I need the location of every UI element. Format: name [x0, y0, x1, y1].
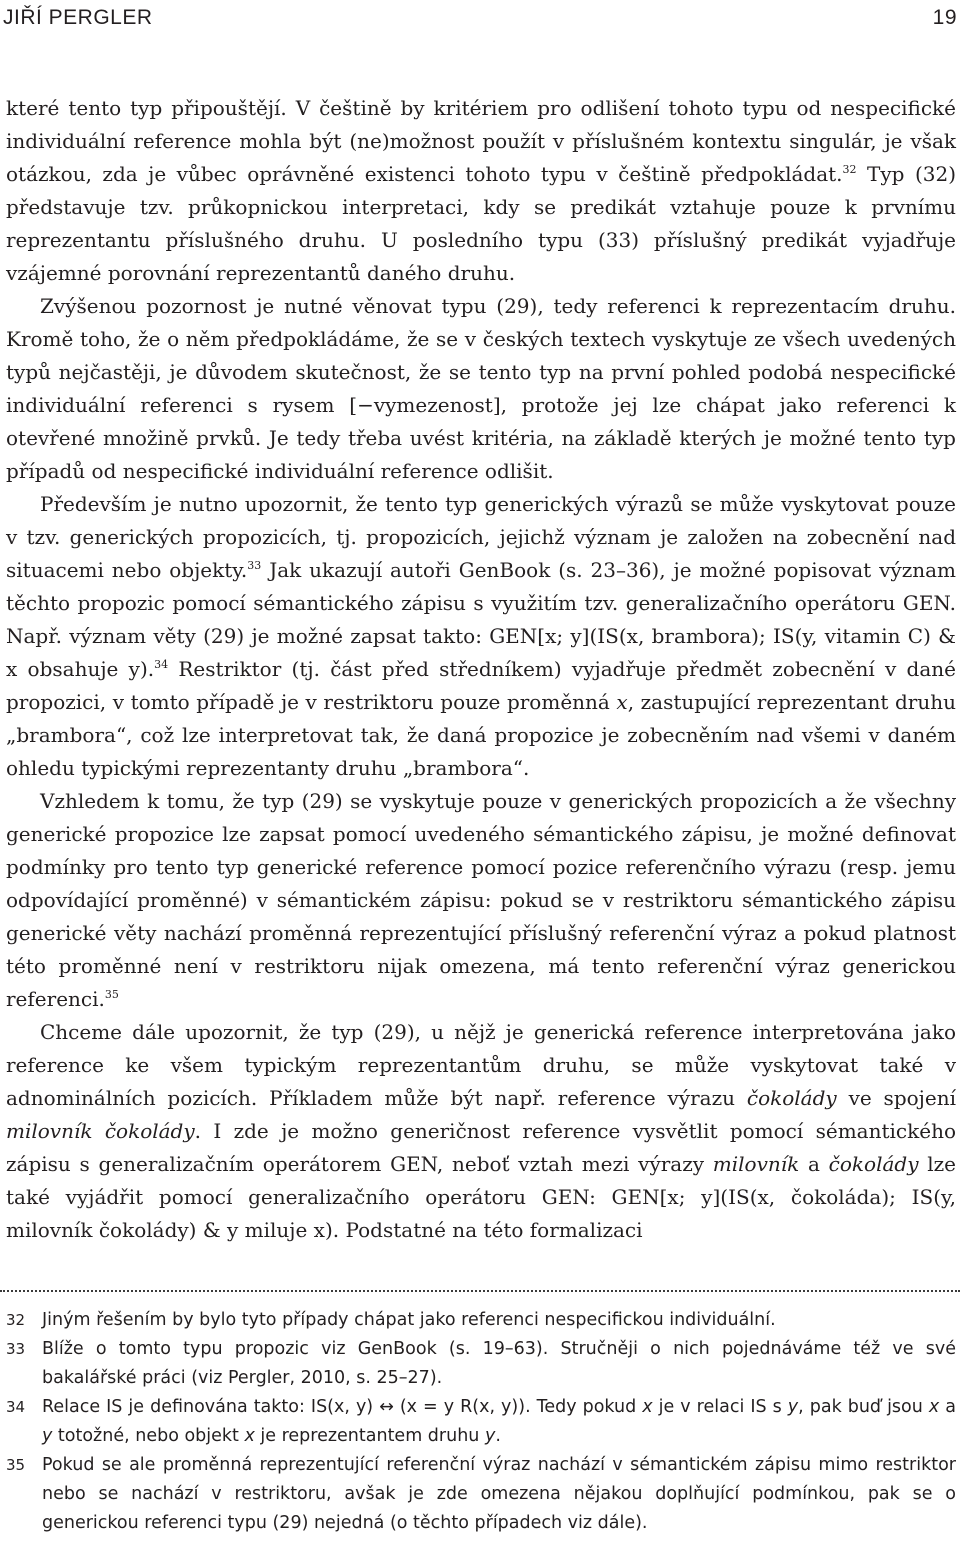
footnote-ref[interactable]: 32 — [842, 163, 857, 176]
body-text — [6, 92, 956, 1247]
text-run: Vzhledem k tomu, že typ (29) se vyskytuje pouze v generických propozicích a že všechny generické propozice lze zapsat pomocí uvedeného sémantického zápisu, je možné definovat podmínky pro tento typ generické reference pomocí pozice referenčního výrazu (resp. jemu odpovídající proměnné) v sémantickém zápisu: pokud se v restriktoru sémantického zápisu generické věty nachází proměnná reprezentující příslušný referenční výraz a pokud platnost této proměnné není v restriktoru nijak omezena, má tento referenční výraz generickou referenci. — [6, 789, 956, 1011]
paragraph — [6, 290, 956, 488]
footnote-ref[interactable]: 34 — [154, 658, 169, 671]
italic-term: milovník — [712, 1152, 800, 1176]
text-run: a — [939, 1397, 956, 1417]
footnote — [6, 1335, 956, 1393]
variable: x — [244, 1426, 255, 1446]
variable: x — [642, 1397, 653, 1417]
footnote-number: 32 — [6, 1311, 26, 1329]
text-run: které tento typ připouštějí. V češtině by kritériem pro odlišení tohoto typu od nespecifické individuální reference mohla být (ne)možnost použít v příslušném kontextu singulár, je však otázkou, zda je vůbec oprávněné existenci tohoto typu v češtině předpokládat. — [6, 96, 956, 186]
text-run: , zastupující reprezentant druhu „brambora“, což lze interpretovat tak, že daná propozice je zobecněním nad všemi v daném ohledu typickými reprezentanty druhu „brambora“. — [6, 690, 957, 780]
italic-term: čokolády — [746, 1086, 837, 1110]
variable: y — [484, 1426, 496, 1446]
footnote-number: 33 — [6, 1340, 26, 1358]
variable: x — [616, 690, 628, 714]
paragraph — [6, 488, 956, 785]
paragraph — [6, 1016, 956, 1247]
text-run: . — [495, 1426, 501, 1446]
text-run: totožné, nebo objekt — [52, 1426, 245, 1446]
footnote-number: 35 — [6, 1456, 26, 1474]
footnote-text: Pokud se ale proměnná reprezentující referenční výraz nachází v sémantickém zápisu mimo restriktor nebo se nachází v restriktoru, avšak je zde omezena nějakou doplňující podmínkou, pak se o generickou referenci typu (29) nejedná (o těchto případech viz dále). — [42, 1455, 956, 1533]
footnote — [6, 1451, 956, 1538]
footnote-ref[interactable]: 33 — [247, 559, 262, 572]
variable: x — [928, 1397, 940, 1417]
running-head-author: JIŘÍ PERGLER — [3, 6, 153, 29]
footnote-text: Jiným řešením by bylo tyto případy chápat jako referenci nespecifickou individuální. — [42, 1310, 776, 1330]
text-run: Jak ukazují autoři GenBook (s. 23–36), je možné popisovat význam těchto propozic pomocí sémantického zápisu s využitím tzv. generalizačního operátoru GEN. Např. význam věty (29) je možné zapsat takto: GEN[x; y](IS(x, brambora); IS(y, vitamin C) & x obsahuje y). — [6, 558, 956, 681]
text-run: . I zde je možno generičnost reference vysvětlit pomocí sémantického zápisu s generalizačním operátorem GEN, neboť vztah mezi výrazy — [6, 1119, 956, 1176]
text-run: Typ (32) představuje tzv. průkopnickou interpretaci, kdy se predikát vztahuje pouze k prvnímu reprezentantu příslušného druhu. U posledního typu (33) příslušný predikát vyjadřuje vzájemné porovnání reprezentantů daného druhu. — [6, 162, 956, 285]
page-number: 19 — [932, 6, 957, 29]
text-run: ve spojení — [836, 1086, 956, 1110]
footnote-text: Blíže o tomto typu propozic viz GenBook (s. 19–63). Stručněji o nich pojednáváme též ve své bakalářské práci (viz Pergler, 2010, s. 25–27). — [42, 1339, 956, 1388]
footnote — [6, 1306, 956, 1335]
variable: y — [42, 1426, 53, 1446]
text-run: je reprezentantem druhu — [254, 1426, 485, 1446]
footnote-text — [42, 1393, 956, 1451]
paragraph — [6, 92, 956, 290]
footnote — [6, 1393, 956, 1451]
text-run: Chceme dále upozornit, že typ (29), u nějž je generická reference interpretována jako reference ke všem typickým reprezentantům druhu, se může vyskytovat také v adnominálních pozicích. Příkladem může být např. reference výrazu — [6, 1020, 956, 1110]
footnote-ref[interactable]: 35 — [104, 988, 119, 1001]
footnote-separator — [0, 1290, 960, 1292]
text-run: Restriktor (tj. část před středníkem) vyjadřuje předmět zobecnění v dané propozici, v tomto případě je v restriktoru pouze proměnná — [6, 657, 956, 714]
text-run: a — [799, 1152, 829, 1176]
footnote-number: 34 — [6, 1398, 26, 1416]
running-head — [3, 4, 957, 32]
footnotes — [6, 1306, 956, 1538]
text-run: Relace IS je definována takto: IS(x, y) ↔ (x = y R(x, y)). Tedy pokud — [42, 1397, 643, 1417]
text-run: Především je nutno upozornit, že tento typ generických výrazů se může vyskytovat pouze v tzv. generických propozicích, tj. propozicích, jejichž význam je založen na zobecnění nad situacemi nebo objekty. — [6, 492, 956, 582]
italic-term: milovník čokolády — [6, 1119, 195, 1143]
paragraph — [6, 785, 956, 1016]
italic-term: čokolády — [828, 1152, 919, 1176]
text-run: , pak buď jsou — [798, 1397, 929, 1417]
text-run: Zvýšenou pozornost je nutné věnovat typu (29), tedy referenci k reprezentacím druhu. Kromě toho, že o něm předpokládáme, že se v českých textech vyskytuje ze všech uvedených typů nejčastěji, je důvodem skutečnost, že se tento typ na první pohled podobá nespecifické individuální referenci s rysem [−vymezenost], protože jej lze chápat jako referenci k otevřené množině prvků. Je tedy třeba uvést kritéria, na základě kterých je možné tento typ případů od nespecifické individuální reference odlišit. — [6, 294, 956, 483]
text-run: lze také vyjádřit pomocí generalizačního operátoru GEN: GEN[x; y](IS(x, čokoláda); IS(y, milovník čokolády) & y miluje x). Podstatné na této formalizaci — [6, 1152, 956, 1242]
variable: y — [787, 1397, 799, 1417]
text-run: je v relaci IS s — [652, 1397, 788, 1417]
